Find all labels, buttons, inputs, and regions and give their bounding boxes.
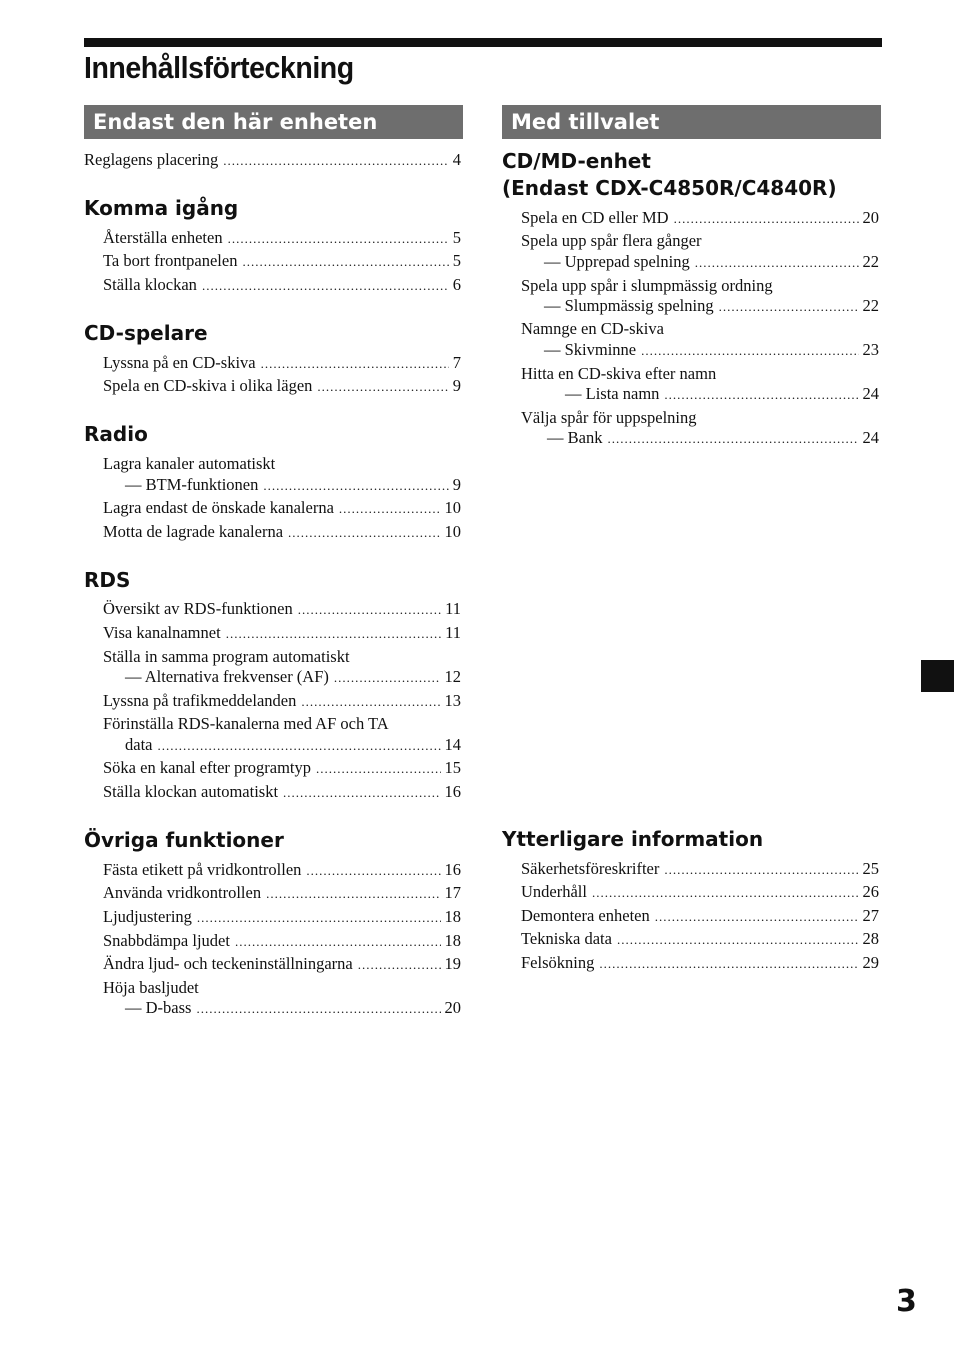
toc-entry[interactable]: Ställa klockan automatiskt ..... 16: [103, 781, 461, 802]
toc-entry[interactable]: Återställa enheten ..... 5: [103, 227, 461, 248]
toc-entry[interactable]: Visa kanalnamnet ..... 11: [103, 622, 461, 643]
section-heading-radio: Radio: [84, 422, 148, 446]
section-heading-komma: Komma igång: [84, 196, 239, 220]
toc-entry-first-line[interactable]: Höja basljudet: [103, 978, 199, 997]
toc-entry-first-line[interactable]: Välja spår för uppspelning: [521, 408, 697, 427]
toc-entry[interactable]: Lyssna på en CD-skiva ..... 7: [103, 352, 461, 373]
section-heading-cdmd: CD/MD-enhet: [502, 149, 651, 173]
top-rule: [84, 38, 882, 47]
right-section-banner: Med tillvalet: [502, 105, 881, 139]
toc-entry[interactable]: Tekniska data ..... 28: [521, 928, 879, 949]
toc-entry[interactable]: — Lista namn ..... 24: [565, 383, 879, 404]
section-heading-rds: RDS: [84, 568, 131, 592]
page-title: Innehållsförteckning: [84, 50, 354, 85]
toc-entry[interactable]: — Alternativa frekvenser (AF) ..... 12: [125, 666, 461, 687]
toc-entry-first-line[interactable]: Hitta en CD-skiva efter namn: [521, 364, 717, 383]
toc-entry[interactable]: Säkerhetsföreskrifter ..... 25: [521, 858, 879, 879]
toc-entry[interactable]: Ändra ljud- och teckeninställningarna ..... 19: [103, 953, 461, 974]
section-heading-ovriga: Övriga funktioner: [84, 828, 284, 852]
toc-entry[interactable]: — Bank ..... 24: [547, 427, 879, 448]
section-heading-cdmd-sub: (Endast CDX-C4850R/C4840R): [502, 176, 837, 200]
toc-entry[interactable]: Ställa klockan ..... 6: [103, 274, 461, 295]
left-section-banner: Endast den här enheten: [84, 105, 463, 139]
toc-entry[interactable]: Underhåll ..... 26: [521, 881, 879, 902]
section-tab-marker: [921, 660, 954, 692]
toc-entry[interactable]: Fästa etikett på vridkontrollen ..... 16: [103, 859, 461, 880]
toc-entry[interactable]: Söka en kanal efter programtyp ..... 15: [103, 757, 461, 778]
toc-entry[interactable]: Spela en CD-skiva i olika lägen ..... 9: [103, 375, 461, 396]
toc-entry[interactable]: Ta bort frontpanelen ..... 5: [103, 250, 461, 271]
toc-entry[interactable]: — D-bass ..... 20: [125, 997, 461, 1018]
toc-entry[interactable]: Motta de lagrade kanalerna ..... 10: [103, 521, 461, 542]
toc-entry[interactable]: — Skivminne ..... 23: [544, 339, 879, 360]
toc-entry[interactable]: Använda vridkontrollen ..... 17: [103, 882, 461, 903]
toc-entry[interactable]: Lyssna på trafikmeddelanden ..... 13: [103, 690, 461, 711]
toc-entry[interactable]: Demontera enheten ..... 27: [521, 905, 879, 926]
section-heading-cd: CD-spelare: [84, 321, 208, 345]
toc-entry[interactable]: — Slumpmässig spelning ..... 22: [544, 295, 879, 316]
toc-entry[interactable]: — Upprepad spelning ..... 22: [544, 251, 879, 272]
toc-entry-first-line[interactable]: Spela upp spår flera gånger: [521, 231, 702, 250]
toc-entry-first-line[interactable]: Namnge en CD-skiva: [521, 319, 664, 338]
toc-entry-first-line[interactable]: Spela upp spår i slumpmässig ordning: [521, 276, 773, 295]
toc-entry[interactable]: Spela en CD eller MD ..... 20: [521, 207, 879, 228]
toc-entry[interactable]: Reglagens placering ..... 4: [84, 149, 461, 170]
toc-entry[interactable]: Lagra endast de önskade kanalerna ..... 10: [103, 497, 461, 518]
toc-entry[interactable]: data ..... 14: [125, 734, 461, 755]
toc-entry[interactable]: Ljudjustering ..... 18: [103, 906, 461, 927]
toc-entry[interactable]: Översikt av RDS-funktionen ..... 11: [103, 598, 461, 619]
toc-entry[interactable]: Snabbdämpa ljudet ..... 18: [103, 930, 461, 951]
toc-entry[interactable]: Felsökning ..... 29: [521, 952, 879, 973]
toc-entry[interactable]: — BTM-funktionen ..... 9: [125, 474, 461, 495]
page-number: 3: [896, 1284, 917, 1319]
toc-entry-first-line[interactable]: Ställa in samma program automatiskt: [103, 647, 350, 666]
toc-entry-first-line[interactable]: Förinställa RDS-kanalerna med AF och TA: [103, 714, 389, 733]
section-heading-ytterligare: Ytterligare information: [502, 827, 764, 851]
toc-entry-first-line[interactable]: Lagra kanaler automatiskt: [103, 454, 276, 473]
